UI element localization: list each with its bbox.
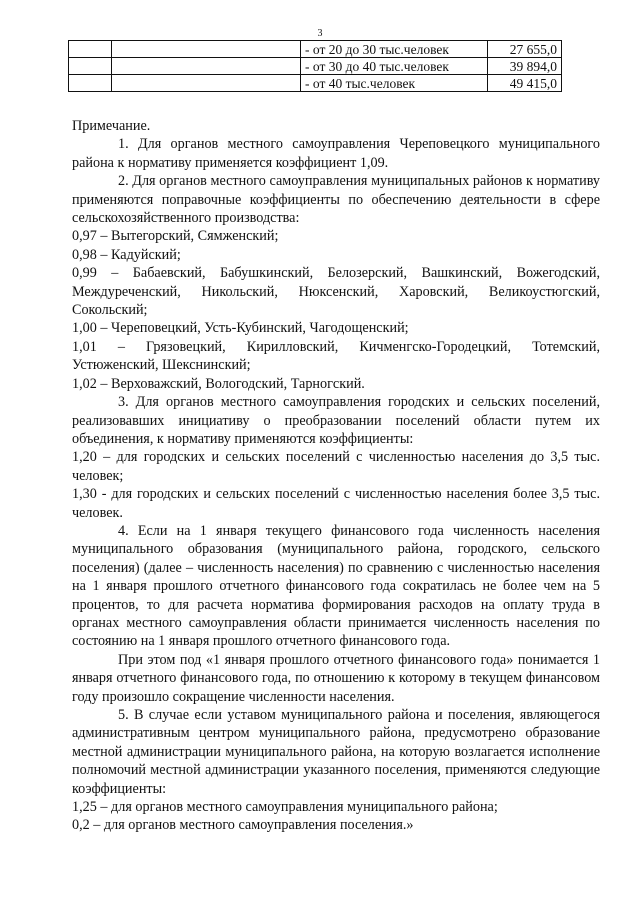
coefficient-line: 0,98 – Кадуйский; bbox=[72, 246, 181, 263]
population-range-cell: - от 30 до 40 тыс.человек bbox=[301, 58, 488, 75]
page-number: 3 bbox=[317, 28, 323, 39]
table-row bbox=[69, 75, 562, 92]
norm-value-cell: 27 655,0 bbox=[488, 41, 562, 58]
norm-value-cell: 39 894,0 bbox=[488, 58, 562, 75]
note-paragraph-2: 2. Для органов местного самоуправления муниципальных районов к нормативу применяются поправочные коэффициенты по обеспечению деятельности в сфере сельскохозяйственного производства: bbox=[72, 173, 600, 227]
population-range-cell: - от 40 тыс.человек bbox=[301, 75, 488, 92]
note-paragraph-5: 5. В случае если уставом муниципального района и поселения, являющегося административным центром муниципального района, предусмотрено образование местной администрации муниципального района, на которую возлагается исполнение полномочий местной администрации указанного поселения, применяются следующие коэффициенты: bbox=[72, 707, 600, 797]
table-cell bbox=[69, 58, 112, 75]
note-paragraph-4: 4. Если на 1 января текущего финансового года численность населения муниципального образования (муниципального района, городского, сельского поселения) (далее – численность населения) по сравнению с численностью населения на 1 января прошлого отчетного финансового года сократилась не более чем на 5 процентов, то для расчета норматива формирования расходов на оплату труда в органах местного самоуправления области принимается численность населения по состоянию на 1 января прошлого отчетного финансового года. bbox=[72, 522, 600, 650]
note-section bbox=[72, 117, 600, 835]
coefficient-line: 1,01 – Грязовецкий, Кирилловский, Кичменгско-Городецкий, Тотемский, Устюженский, Шекснинский; bbox=[72, 338, 600, 374]
coefficient-line: 1,20 – для городских и сельских поселений с численностью населения до 3,5 тыс. человек; bbox=[72, 449, 600, 484]
coefficient-line: 0,2 – для органов местного самоуправления поселения.» bbox=[72, 817, 414, 834]
coefficient-line: 1,25 – для органов местного самоуправления муниципального района; bbox=[72, 799, 498, 816]
note-paragraph-4b: При этом под «1 января прошлого отчетного финансового года» понимается 1 января отчетного финансового года, по отношению к которому в текущем финансовом году произошло сокращение численности населения. bbox=[72, 651, 600, 705]
coefficient-line: 0,97 – Вытегорский, Сямженский; bbox=[72, 228, 279, 245]
note-paragraph-3: 3. Для органов местного самоуправления городских и сельских поселений, реализовавших инициативу о преобразовании поселений области путем их объединения, к нормативу применяются коэффициенты: bbox=[72, 394, 600, 447]
norm-table bbox=[68, 40, 562, 92]
norm-value-cell: 49 415,0 bbox=[488, 75, 562, 92]
coefficient-line: 1,30 - для городских и сельских поселений с численностью населения более 3,5 тыс. человек. bbox=[72, 486, 600, 521]
coefficient-line: 1,02 – Верховажский, Вологодский, Тарногский. bbox=[72, 375, 365, 392]
table-cell bbox=[69, 75, 112, 92]
coefficient-line: 1,00 – Череповецкий, Усть-Кубинский, Чагодощенский; bbox=[72, 320, 409, 337]
table-row bbox=[69, 58, 562, 75]
coefficient-line: 0,99 – Бабаевский, Бабушкинский, Белозерский, Вашкинский, Вожегодский, Междуреченский, Никольский, Нюксенский, Харовский, Великоустюгский, Сокольский; bbox=[72, 265, 600, 319]
note-paragraph-1: 1. Для органов местного самоуправления Череповецкого муниципального района к нормативу применяется коэффициент 1,09. bbox=[72, 136, 600, 171]
note-heading: Примечание. bbox=[72, 118, 151, 134]
table-cell bbox=[112, 75, 301, 92]
table-row bbox=[69, 41, 562, 58]
population-range-cell: - от 20 до 30 тыс.человек bbox=[301, 41, 488, 58]
table-cell bbox=[112, 58, 301, 75]
table-cell bbox=[69, 41, 112, 58]
table-cell bbox=[112, 41, 301, 58]
